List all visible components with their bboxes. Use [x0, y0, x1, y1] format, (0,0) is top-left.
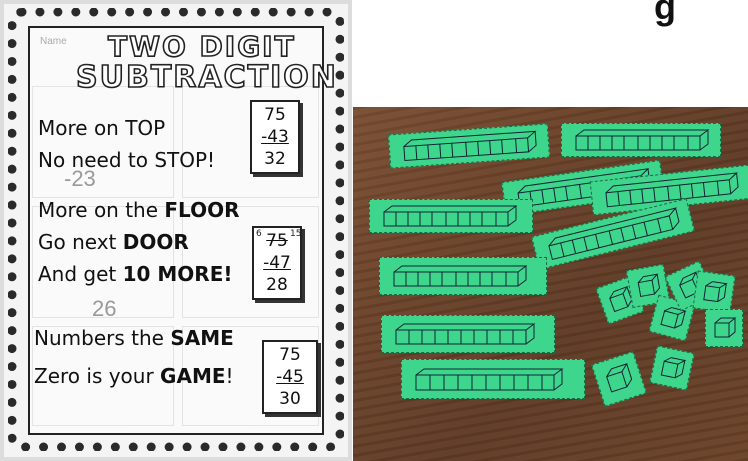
- ten-rod: [379, 257, 547, 295]
- ten-rod: [369, 199, 533, 233]
- base-ten-blocks-photo: [353, 107, 748, 461]
- ghost-number: 26: [92, 296, 117, 321]
- subtrahend: -45: [276, 367, 304, 387]
- subtrahend: -43: [261, 127, 289, 147]
- ten-rod: [401, 359, 585, 399]
- problem-card: [250, 100, 300, 174]
- ghost-number: -23: [64, 166, 96, 191]
- unit-cube: [693, 271, 736, 314]
- borrow-mark: 6: [256, 229, 262, 239]
- poster-title-line1: TWO DIGIT: [108, 30, 296, 63]
- rule-text: Numbers the SAME: [34, 326, 234, 350]
- subtrahend: -47: [263, 253, 291, 273]
- rule-text: Go next DOOR: [38, 230, 189, 254]
- unit-cube: [649, 345, 694, 390]
- difference: 32: [264, 149, 286, 169]
- rule-text: More on the FLOOR: [38, 198, 240, 222]
- cropped-heading-fragment: g: [654, 0, 676, 27]
- rule-keyword: 10 MORE!: [122, 262, 233, 286]
- rule-text: And get 10 MORE!: [38, 262, 233, 286]
- difference: 28: [266, 275, 288, 295]
- ten-rod: [381, 315, 555, 353]
- borrow-mark: 15: [290, 229, 302, 239]
- ten-rod: [561, 123, 721, 157]
- rule-text: No need to STOP!: [38, 148, 216, 172]
- minuend: 75: [264, 105, 286, 125]
- minuend: 75: [266, 231, 288, 251]
- problem-card: [262, 340, 318, 414]
- subtraction-poster-photo: [0, 0, 352, 461]
- poster-title-line2: SUBTRACTION: [76, 60, 338, 95]
- rule-text: Zero is your GAME!: [34, 364, 234, 388]
- rule-keyword: DOOR: [122, 230, 189, 254]
- rule-keyword: SAME: [170, 326, 234, 350]
- difference: 30: [279, 389, 301, 409]
- minuend: 75: [279, 345, 301, 365]
- name-label: Name: [40, 36, 67, 47]
- rule-keyword: GAME: [160, 364, 226, 388]
- rule-text: More on TOP: [38, 116, 166, 140]
- rule-keyword: FLOOR: [164, 198, 240, 222]
- unit-cube: [705, 309, 743, 347]
